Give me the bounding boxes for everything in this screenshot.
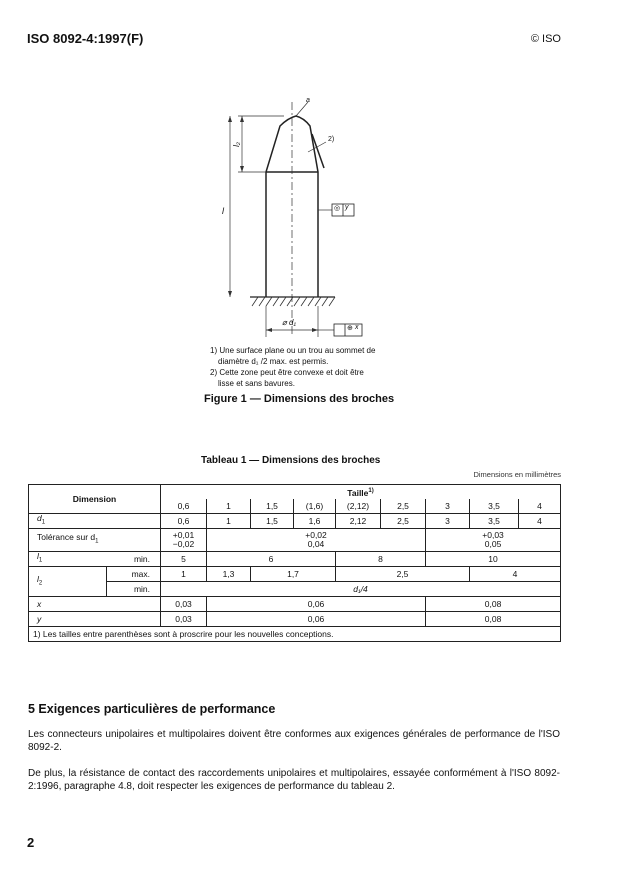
- dimension-header: Dimension: [29, 485, 161, 514]
- header-row: [29, 485, 561, 500]
- x-cell: 0,03: [161, 597, 207, 612]
- figure-notes: [210, 345, 375, 389]
- size-cell: 1,5: [251, 499, 294, 514]
- y-cell: 0,08: [426, 612, 561, 627]
- d1-cell: 3: [426, 514, 470, 529]
- size-header: Taille$^{1)}$: [161, 485, 561, 500]
- size-cell: (1,6): [294, 499, 336, 514]
- page-number: 2: [27, 835, 35, 850]
- size-cell: 3,5: [470, 499, 519, 514]
- d1-label: $d_1$: [29, 514, 161, 529]
- y-cell: 0,03: [161, 612, 207, 627]
- section-title: 5 Exigences particulières de performance: [28, 702, 276, 716]
- note-2-line1: 2) Cette zone peut être convexe et doit être: [210, 368, 364, 377]
- figure-caption: Figure 1 — Dimensions des broches: [204, 393, 395, 405]
- d1-cell: 2,12: [336, 514, 381, 529]
- dimension-d1-label: ⌀ d₁: [282, 318, 297, 327]
- l2-min-row: [29, 582, 561, 597]
- table-caption: Tableau 1 — Dimensions des broches: [201, 455, 381, 466]
- table-footnote: 1) Les tailles entre parenthèses sont à proscrire pour les nouvelles conceptions.: [29, 627, 561, 642]
- l2-label: $l_2$: [29, 567, 107, 597]
- footnote-row: [29, 627, 561, 642]
- dimensions-table: [28, 484, 561, 642]
- d1-cell: 0,6: [161, 514, 207, 529]
- tolerance-row: [29, 529, 561, 552]
- x-label: x: [29, 597, 161, 612]
- size-cell: 1: [207, 499, 251, 514]
- x-cell: 0,08: [426, 597, 561, 612]
- d1-cell: 4: [519, 514, 561, 529]
- pin-drawing: [200, 92, 400, 344]
- l2-max-cell: 4: [470, 567, 561, 582]
- tolerance-label: Tolérance sur $d_1$: [29, 529, 161, 552]
- l2-max-cell: 1: [161, 567, 207, 582]
- l1-cell: 5: [161, 552, 207, 567]
- document-id: ISO 8092-4:1997(F): [27, 31, 144, 46]
- dimension-l2-label: l₂: [231, 142, 241, 147]
- l1-cell: 8: [336, 552, 426, 567]
- note-2-line2: lisse et sans bavures.: [218, 379, 295, 388]
- tolerance-cell: +0,01 −0,02: [161, 529, 207, 552]
- d1-cell: 1,6: [294, 514, 336, 529]
- d1-cell: 3,5: [470, 514, 519, 529]
- concentricity-icon: ◎: [334, 205, 341, 212]
- d1-cell: 1: [207, 514, 251, 529]
- l1-label: $l_1$: [29, 552, 107, 567]
- x-cell: 0,06: [207, 597, 426, 612]
- l1-cell: 10: [426, 552, 561, 567]
- l2-max-cell: 2,5: [336, 567, 470, 582]
- size-cell: (2,12): [336, 499, 381, 514]
- size-cell: 3: [426, 499, 470, 514]
- l2-max-cell: 1,7: [251, 567, 336, 582]
- section-para-2: De plus, la résistance de contact des raccordements unipolaires et multipolaires, essayée conformément à l'ISO 8092-2:1996, paragraphe 4.8, doit respecter les exigences de performance du tableau 2.: [28, 768, 560, 792]
- y-label: y: [29, 612, 161, 627]
- position-tolerance-icon: ⊕: [347, 325, 353, 332]
- tolerance-cell: +0,03 0,05: [426, 529, 561, 552]
- tolerance-y-letter: y: [345, 204, 349, 211]
- l2-max-cell: 1,3: [207, 567, 251, 582]
- size-cell: 4: [519, 499, 561, 514]
- d1-cell: 1,5: [251, 514, 294, 529]
- tolerance-x-letter: x: [355, 324, 359, 331]
- size-cell: 2,5: [381, 499, 426, 514]
- l2-min-cell: d₁/4: [161, 582, 561, 597]
- copyright: © ISO: [530, 33, 561, 45]
- size-cell: 0,6: [161, 499, 207, 514]
- d1-cell: 2,5: [381, 514, 426, 529]
- d1-row: [29, 514, 561, 529]
- l1-cell: 6: [207, 552, 336, 567]
- tolerance-cell: +0,02 0,04: [207, 529, 426, 552]
- l2-min-qualifier: min.: [107, 582, 161, 597]
- y-row: [29, 612, 561, 627]
- callout-2: 2): [328, 136, 335, 143]
- x-row: [29, 597, 561, 612]
- l2-max-row: [29, 567, 561, 582]
- dimension-l-label: l: [222, 206, 224, 216]
- note-1-line1: 1) Une surface plane ou un trou au sommet de: [210, 346, 376, 355]
- callout-a: a: [306, 97, 310, 104]
- l2-max-qualifier: max.: [107, 567, 161, 582]
- table-units: Dimensions en millimètres: [473, 470, 561, 479]
- section-para-1: Les connecteurs unipolaires et multipolaires doivent être conformes aux exigences générales de performance de l'ISO 8092-2.: [28, 729, 560, 753]
- note-1-line2: diamètre d₁ /2 max. est permis.: [218, 357, 329, 366]
- y-cell: 0,06: [207, 612, 426, 627]
- l1-qualifier: min.: [107, 552, 161, 567]
- l1-row: [29, 552, 561, 567]
